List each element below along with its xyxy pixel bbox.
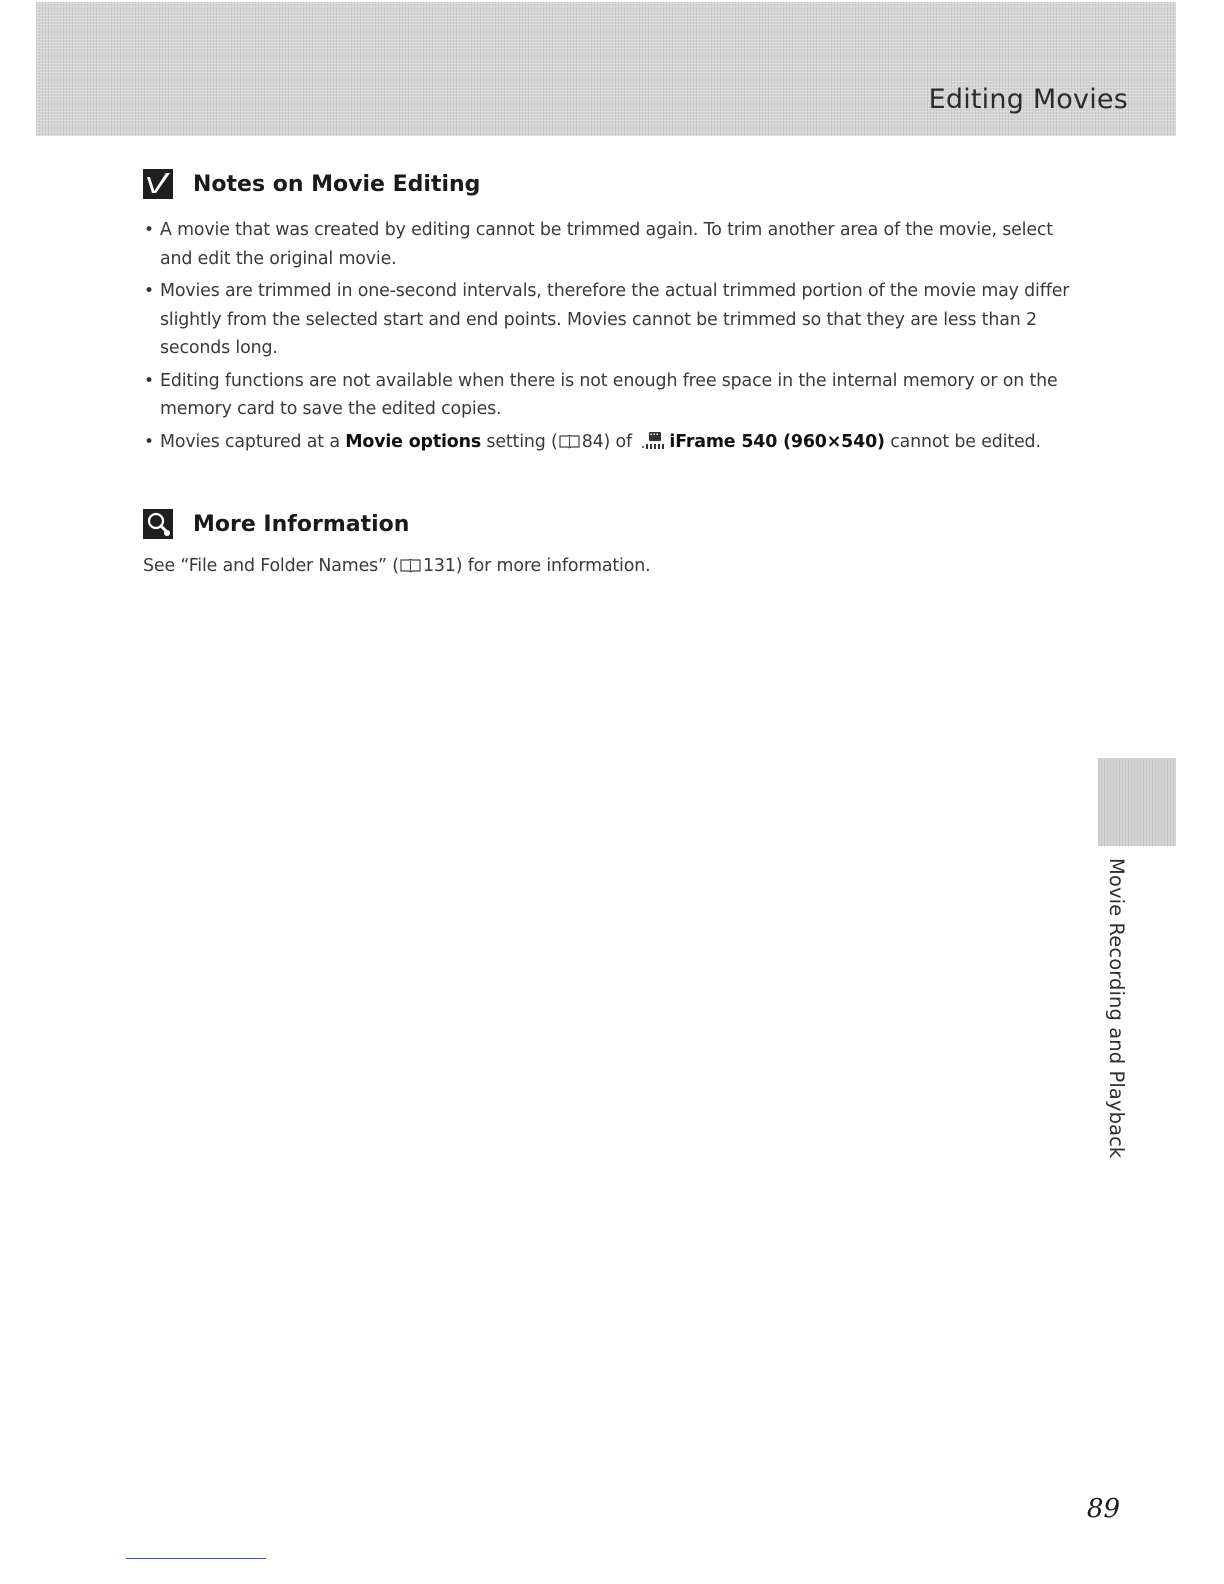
- list-item: [143, 428, 1073, 457]
- page-number: 89: [1086, 1494, 1120, 1524]
- notes-heading-text: Notes on Movie Editing: [193, 171, 481, 197]
- more-info-prefix: See “File and Folder Names” (: [143, 556, 399, 576]
- check-note-icon: [143, 169, 173, 199]
- header-band: [36, 2, 1176, 136]
- list-item: [143, 277, 1073, 363]
- list-item-text: Movies are trimmed in one-second intervals, therefore the actual trimmed portion of the movie may differ slightly from the selected start and end points. Movies cannot be trimmed so that they are less than 2 seconds long.: [160, 281, 1070, 358]
- more-info-section: [143, 506, 1073, 580]
- notes-list: [143, 216, 1073, 456]
- page-title: Editing Movies: [928, 84, 1128, 115]
- page-reference: 84: [581, 431, 604, 452]
- notes-section: [143, 166, 1073, 460]
- side-tab-marker: [1098, 758, 1176, 846]
- more-info-suffix: ) for more information.: [455, 556, 651, 576]
- list-item-middle: setting (: [481, 431, 558, 452]
- bullet-icon: •: [144, 220, 154, 240]
- list-item-text: Editing functions are not available when there is not enough free space in the internal memory or on the memory card to save the edited copies.: [160, 370, 1058, 419]
- list-item-text: A movie that was created by editing cannot be trimmed again. To trim another area of the movie, select and edit the original movie.: [160, 220, 1053, 269]
- list-item: [143, 367, 1073, 424]
- list-item: [143, 216, 1073, 273]
- iframe-setting-term: iFrame 540 (960×540): [669, 431, 885, 452]
- more-info-heading: [143, 506, 1073, 542]
- notes-heading: [143, 166, 1073, 202]
- more-info-paragraph: [143, 552, 1073, 580]
- bullet-icon: •: [144, 370, 154, 391]
- bullet-icon: •: [144, 281, 154, 301]
- book-icon: [559, 430, 580, 445]
- iframe-movie-icon: [640, 431, 666, 451]
- list-item-after-ref: ) of: [603, 431, 638, 452]
- list-item-prefix: Movies captured at a: [160, 431, 346, 452]
- side-tab-label: Movie Recording and Playback: [1105, 858, 1128, 1159]
- footer-rule: [126, 1558, 266, 1559]
- book-icon: [400, 554, 421, 569]
- magnifier-info-icon: [143, 509, 173, 539]
- more-info-heading-text: More Information: [193, 511, 410, 537]
- movie-options-term: Movie options: [345, 431, 482, 452]
- page-reference: 131: [422, 556, 456, 576]
- bullet-icon: •: [144, 431, 154, 452]
- list-item-suffix: cannot be edited.: [884, 431, 1041, 452]
